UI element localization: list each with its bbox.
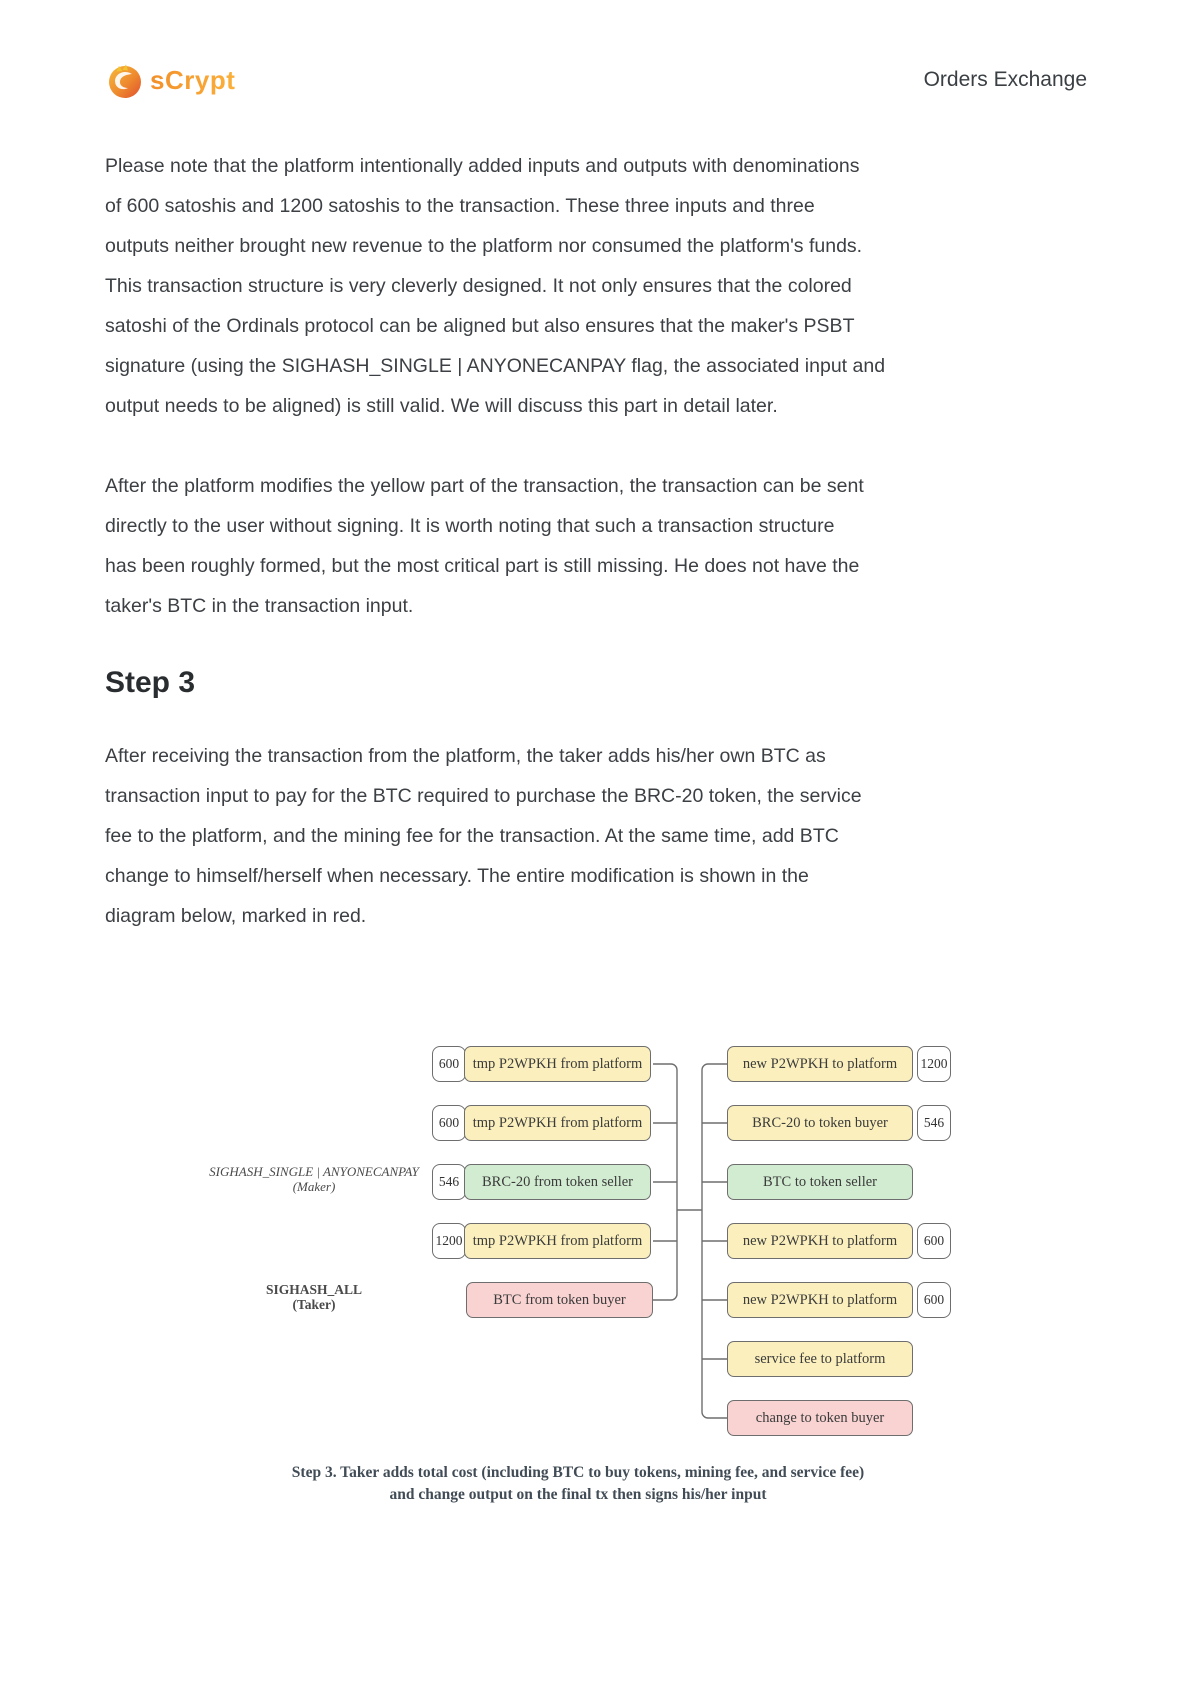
paragraph-line: output needs to be aligned) is still valid. We will discuss this part in detail later. bbox=[105, 395, 778, 417]
input-label: BTC from token buyer bbox=[493, 1291, 626, 1308]
tx-output-row bbox=[727, 1046, 951, 1082]
paragraph-line: signature (using the SIGHASH_SINGLE | ANYONECANPAY flag, the associated input and bbox=[105, 355, 886, 377]
paragraph-line: diagram below, marked in red. bbox=[105, 905, 367, 927]
output-box bbox=[727, 1282, 913, 1318]
output-label: change to token buyer bbox=[755, 1409, 885, 1426]
tx-input-row bbox=[432, 1164, 651, 1200]
paragraph-line: has been roughly formed, but the most critical part is still missing. He does not have the bbox=[105, 555, 860, 577]
document-title: Orders Exchange bbox=[923, 68, 1087, 91]
output-amount: 546 bbox=[917, 1105, 951, 1141]
maker-sighash-label bbox=[164, 1164, 464, 1194]
scrypt-logo bbox=[105, 60, 235, 100]
paragraph-line: change to himself/herself when necessary. The entire modification is shown in the bbox=[105, 865, 809, 887]
tx-output-row bbox=[727, 1282, 951, 1318]
input-label: tmp P2WPKH from platform bbox=[472, 1114, 643, 1131]
paragraph-line: Please note that the platform intentionally added inputs and outputs with denominations bbox=[105, 155, 860, 177]
tx-output-row bbox=[727, 1105, 951, 1141]
output-box bbox=[727, 1400, 913, 1436]
input-box bbox=[464, 1164, 651, 1200]
input-label: tmp P2WPKH from platform bbox=[472, 1232, 643, 1249]
output-label: service fee to platform bbox=[754, 1350, 886, 1367]
taker-role: (Taker) bbox=[292, 1297, 336, 1312]
taker-sighash-label bbox=[164, 1282, 464, 1312]
tx-output-row bbox=[727, 1341, 913, 1377]
step-3-heading: Step 3 bbox=[105, 666, 196, 699]
page-header bbox=[105, 0, 1087, 100]
transaction-diagram bbox=[0, 1038, 1190, 1516]
paragraph-line: After the platform modifies the yellow part of the transaction, the transaction can be sent bbox=[105, 475, 864, 497]
input-box bbox=[464, 1105, 651, 1141]
output-amount: 600 bbox=[917, 1282, 951, 1318]
input-label: tmp P2WPKH from platform bbox=[472, 1055, 643, 1072]
input-amount: 546 bbox=[432, 1164, 466, 1200]
input-amount: 1200 bbox=[432, 1223, 466, 1259]
output-label: BTC to token seller bbox=[763, 1173, 877, 1190]
caption-line-1: Step 3. Taker adds total cost (including BTC to buy tokens, mining fee, and service fee) bbox=[291, 1464, 865, 1481]
output-box bbox=[727, 1341, 913, 1377]
tx-input-row bbox=[466, 1282, 653, 1318]
taker-sighash-flag: SIGHASH_ALL bbox=[265, 1282, 363, 1297]
paragraph-line: This transaction structure is very cleverly designed. It not only ensures that the colored bbox=[105, 275, 852, 297]
paragraph-line: satoshi of the Ordinals protocol can be aligned but also ensures that the maker's PSBT bbox=[105, 315, 855, 337]
input-box bbox=[464, 1046, 651, 1082]
input-box bbox=[466, 1282, 653, 1318]
output-label: new P2WPKH to platform bbox=[742, 1232, 898, 1249]
paragraph-line: of 600 satoshis and 1200 satoshis to the transaction. These three inputs and three bbox=[105, 195, 815, 217]
output-box bbox=[727, 1046, 913, 1082]
scrypt-dragon-icon bbox=[105, 60, 145, 100]
output-box bbox=[727, 1164, 913, 1200]
paragraph-line: After receiving the transaction from the platform, the taker adds his/her own BTC as bbox=[105, 745, 826, 767]
output-amount: 1200 bbox=[917, 1046, 951, 1082]
output-box bbox=[727, 1223, 913, 1259]
paragraph-line: directly to the user without signing. It is worth noting that such a transaction structure bbox=[105, 515, 835, 537]
tx-output-row bbox=[727, 1164, 913, 1200]
maker-role: (Maker) bbox=[292, 1179, 336, 1194]
paragraph-2 bbox=[105, 466, 1087, 626]
input-label: BRC-20 from token seller bbox=[481, 1173, 634, 1190]
output-label: BRC-20 to token buyer bbox=[752, 1114, 888, 1131]
paragraph-1 bbox=[105, 146, 1087, 426]
paragraph-line: outputs neither brought new revenue to the platform nor consumed the platform's funds. bbox=[105, 235, 863, 257]
tx-output-row bbox=[727, 1400, 913, 1436]
tx-input-row bbox=[432, 1046, 651, 1082]
paragraph-line: transaction input to pay for the BTC required to purchase the BRC-20 token, the service bbox=[105, 785, 862, 807]
input-amount: 600 bbox=[432, 1046, 466, 1082]
paragraph-line: taker's BTC in the transaction input. bbox=[105, 595, 414, 617]
output-amount: 600 bbox=[917, 1223, 951, 1259]
caption-line-2: and change output on the final tx then signs his/her input bbox=[389, 1486, 767, 1503]
figure-caption bbox=[0, 1462, 1156, 1506]
paragraph-3 bbox=[105, 736, 1087, 936]
output-box bbox=[727, 1105, 913, 1141]
logo-text: sCrypt bbox=[150, 64, 236, 95]
output-label: new P2WPKH to platform bbox=[742, 1291, 898, 1308]
tx-output-row bbox=[727, 1223, 951, 1259]
tx-input-row bbox=[432, 1105, 651, 1141]
input-amount: 600 bbox=[432, 1105, 466, 1141]
paragraph-line: fee to the platform, and the mining fee for the transaction. At the same time, add BTC bbox=[105, 825, 839, 847]
tx-input-row bbox=[432, 1223, 651, 1259]
output-label: new P2WPKH to platform bbox=[742, 1055, 898, 1072]
input-box bbox=[464, 1223, 651, 1259]
maker-sighash-flag: SIGHASH_SINGLE | ANYONECANPAY bbox=[209, 1164, 419, 1179]
